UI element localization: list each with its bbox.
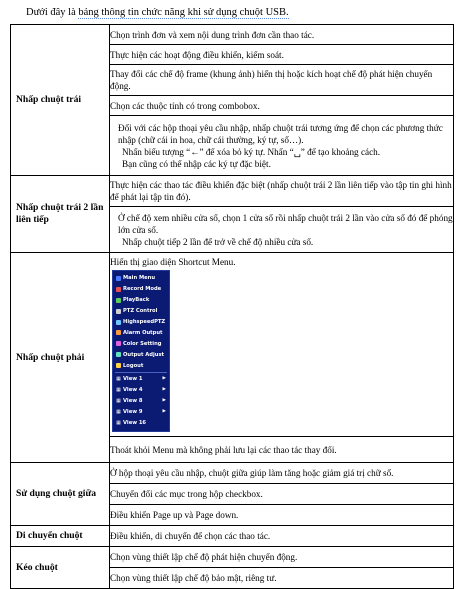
- menu-item-label: Output Adjust: [123, 351, 165, 358]
- menu-item-label: View 1: [123, 376, 143, 383]
- menu-item-view-16[interactable]: [113, 418, 169, 429]
- right-click-footer: Thoát khỏi Menu mà không phải lưu lại các thao tác thay đổi.: [110, 437, 454, 463]
- menu-item-label: View 9: [123, 409, 143, 416]
- move-item-1: Điều khiển, di chuyển để chọn các thao tác.: [110, 526, 454, 547]
- menu-item-color-setting[interactable]: [113, 338, 169, 349]
- middle-item-1: Ở hộp thoại yêu cầu nhập, chuột giữa giúp làm tăng hoặc giảm giá trị chữ số.: [110, 463, 454, 484]
- chevron-right-icon: ▶: [162, 398, 166, 404]
- menu-item-label: Record Mode: [123, 286, 162, 293]
- menu-item-label: View 4: [123, 387, 143, 394]
- intro-prefix: Dưới đây là: [26, 7, 79, 18]
- middle-item-3: Điều khiển Page up và Page down.: [110, 505, 454, 526]
- menu-item-view-9[interactable]: [113, 407, 169, 418]
- drag-item-2: Chọn vùng thiết lập chế độ bảo mật, riêng tư.: [110, 568, 454, 589]
- double-left-item-1: Thực hiện các thao tác điều khiển đặc biệt (nhấp chuột trái 2 lần liên tiếp vào tập tin ghi hình để phát lại tập tin đó).: [110, 176, 454, 207]
- menu-item-logout[interactable]: [113, 360, 169, 371]
- left-click-item-7: Bạn cũng có thể nhập các ký tự đặc biệt.: [122, 158, 271, 169]
- drag-item-1: Chọn vùng thiết lập chế độ phát hiện chuyển động.: [110, 547, 454, 568]
- menu-item-view-1[interactable]: [113, 374, 169, 385]
- intro-underlined: bảng thông tin chức năng khi sử dụng chuột USB.: [78, 7, 289, 18]
- logout-icon: [116, 363, 121, 368]
- grid-icon: ▦: [116, 408, 121, 415]
- label-double-left-click: Nhấp chuột trái 2 lần liên tiếp: [11, 176, 110, 253]
- left-click-item-4: Chọn các thuộc tính có trong combobox.: [110, 96, 454, 116]
- menu-item-ptz-control[interactable]: [113, 306, 169, 317]
- shortcut-menu-caption: Hiển thị giao diện Shortcut Menu.: [110, 257, 236, 267]
- grid-icon: ▦: [116, 386, 121, 393]
- menu-item-label: Logout: [123, 362, 144, 369]
- menu-item-label: Alarm Output: [123, 329, 163, 336]
- left-click-item-5-group: [110, 116, 454, 176]
- menu-item-alarm-output[interactable]: [113, 327, 169, 338]
- middle-item-2: Chuyển đổi các mục trong hộp checkbox.: [110, 484, 454, 505]
- menu-item-record-mode[interactable]: [113, 284, 169, 295]
- menu-item-label: PTZ Control: [123, 308, 158, 315]
- left-click-item-3: Thay đổi các chế độ frame (khung ảnh) hiển thị hoặc kích hoạt chế độ phát hiện chuyển động.: [110, 65, 454, 96]
- menu-item-output-adjust[interactable]: [113, 349, 169, 360]
- menu-item-playback[interactable]: [113, 295, 169, 306]
- chevron-right-icon: ▶: [162, 387, 166, 393]
- double-left-item-3: Nhấp chuột tiếp 2 lần để trở về chế độ nhiều cửa sổ.: [122, 236, 314, 247]
- color-icon: [116, 341, 121, 346]
- grid-icon: ▦: [116, 419, 121, 426]
- shortcut-menu: [112, 270, 170, 432]
- left-click-item-5: Đối với các hộp thoại yêu cầu nhập, nhấp chuột trái tương ứng để chọn các phương thức nhập (chữ cái in hoa, chữ cái thường, ký tự, số…).: [118, 122, 443, 145]
- grid-icon: ▦: [116, 397, 121, 404]
- chevron-right-icon: ▶: [162, 409, 166, 415]
- label-right-click: Nhấp chuột phải: [11, 253, 110, 463]
- menu-item-label: PlayBack: [123, 297, 150, 304]
- menu-item-view-8[interactable]: [113, 396, 169, 407]
- output-icon: [116, 352, 121, 357]
- playback-icon: [116, 298, 121, 303]
- double-left-item-2: Ở chế độ xem nhiều cửa sổ, chọn 1 cửa sổ rồi nhấp chuột trái 2 lần vào cửa sổ đó để phóng lớn cửa sổ.: [118, 212, 453, 235]
- label-left-click: Nhấp chuột trái: [11, 25, 110, 176]
- menu-item-label: Main Menu: [123, 275, 156, 282]
- ptz-icon: [116, 309, 121, 314]
- label-mouse-drag: Kéo chuột: [11, 547, 110, 589]
- label-mouse-move: Di chuyển chuột: [11, 526, 110, 547]
- alarm-icon: [116, 330, 121, 335]
- intro-text: [26, 7, 289, 18]
- left-click-item-6: Nhấn biểu tượng “←” để xóa bỏ ký tự. Nhấn “␣” để tạo khoảng cách.: [122, 146, 381, 157]
- label-middle-click: Sử dụng chuột giữa: [11, 463, 110, 526]
- highspeed-ptz-icon: [116, 320, 121, 325]
- main-menu-icon: [116, 276, 121, 281]
- double-left-item-2-group: [110, 207, 454, 253]
- left-click-item-2: Thực hiện các hoạt động điều khiển, kiểm soát.: [110, 45, 454, 65]
- shortcut-menu-cell: [110, 253, 454, 437]
- left-click-item-1: Chọn trình đơn và xem nội dung trình đơn cần thao tác.: [110, 25, 454, 45]
- menu-item-label: Color Setting: [123, 340, 162, 347]
- menu-item-view-4[interactable]: [113, 385, 169, 396]
- mouse-functions-table: [10, 24, 454, 589]
- menu-item-highspeed-ptz[interactable]: [113, 317, 169, 328]
- menu-item-label: View 8: [123, 398, 143, 405]
- chevron-right-icon: ▶: [162, 376, 166, 382]
- menu-item-label: HighspeedPTZ: [123, 319, 166, 326]
- record-icon: [116, 287, 121, 292]
- menu-item-label: View 16: [123, 420, 147, 427]
- menu-item-main-menu[interactable]: [113, 273, 169, 284]
- grid-icon: ▦: [116, 375, 121, 382]
